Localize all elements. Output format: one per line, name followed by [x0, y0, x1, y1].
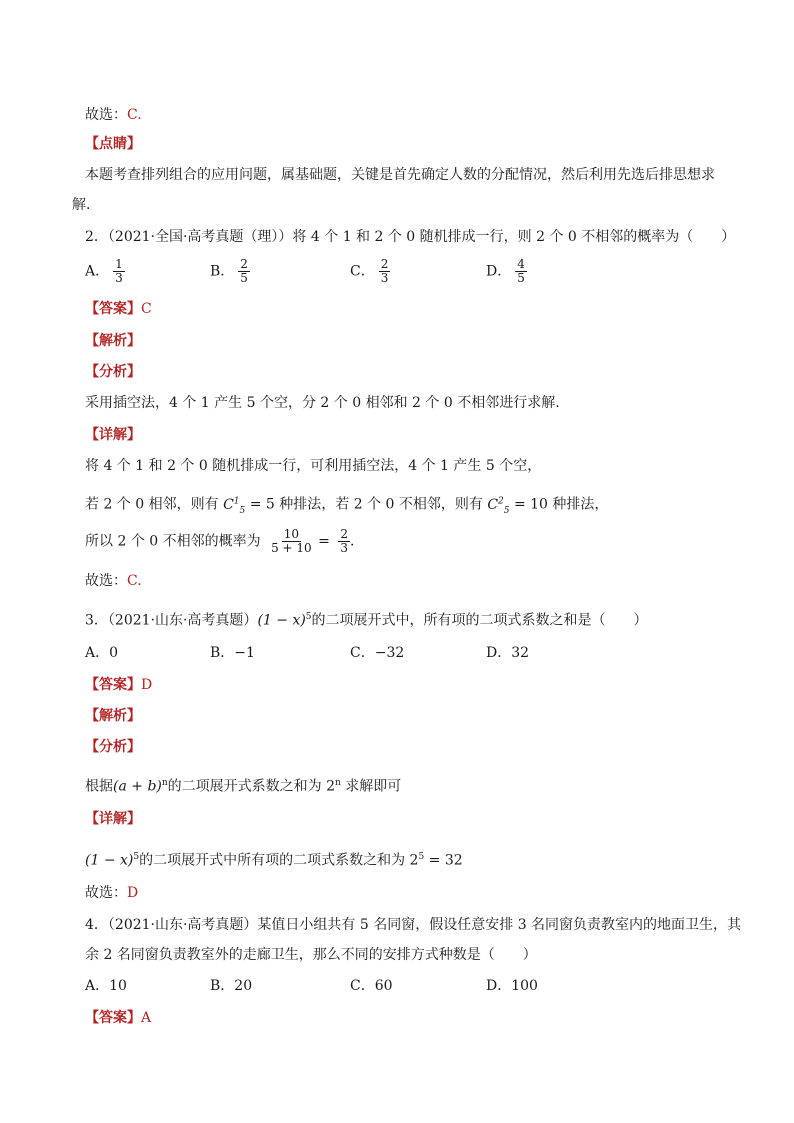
q2-heading-jiexi: 【解析】 [85, 333, 141, 349]
q3-heading-jiexi: 【解析】 [85, 708, 141, 724]
q4-stem-line-1: 4．（2021·山东·高考真题）某值日小组共有 5 名同窗，假设任意安排 3 名同窗负责教室内的地面卫生，其 [85, 917, 742, 933]
fraction: $\frac{1}{3}$ [115, 257, 123, 285]
combination-c51: $C^1_5$ [223, 496, 246, 516]
q3-final-choice: 故选：D [85, 885, 139, 901]
fraction: $\frac{2}{3}$ [340, 527, 348, 555]
fraction: $\frac{2}{5}$ [240, 257, 248, 285]
q3-stem: 3．（2021·山东·高考真题）$(1 - x)^5$的二项展开式中，所有项的二项式系数之和是（ ） [85, 612, 648, 629]
q2-option-c: C． $\frac{2}{3}$ [350, 257, 389, 285]
fraction: $\frac{2}{3}$ [380, 257, 389, 285]
q2-option-a: A． $\frac{1}{3}$ [85, 257, 123, 285]
q3-option-c: C．−32 [350, 645, 405, 661]
q3-option-d: D．32 [486, 645, 530, 661]
fraction: $\frac{10}{5 + 10}$ [271, 527, 312, 555]
q2-option-d: D． $\frac{4}{5}$ [486, 257, 525, 285]
q2-detail-2: 若 2 个 0 相邻，则有 $C^1_5 = 5$ 种排法，若 2 个 0 不相邻，则有 $C^2_5 = 10$ 种排法， [85, 496, 609, 516]
q3-option-b: B．−1 [210, 645, 255, 661]
q4-stem-line-2: 余 2 名同窗负责教室外的走廊卫生，那么不同的安排方式种数是（ ） [85, 947, 537, 963]
q2-stem: 2．（2021·全国·高考真题（理））将 4 个 1 和 2 个 0 随机排成一行，则 2 个 0 不相邻的概率为（ ） [85, 229, 736, 245]
heading-dianjing: 【点睛】 [85, 136, 141, 152]
q3-heading-xiangjie: 【详解】 [85, 811, 141, 827]
q2-option-b: B． $\frac{2}{5}$ [210, 257, 248, 285]
dianjing-text-cont: 解. [72, 197, 91, 213]
q2-heading-fenxi: 【分析】 [85, 364, 141, 380]
q2-fenxi-text: 采用插空法，4 个 1 产生 5 个空，分 2 个 0 相邻和 2 个 0 不相邻进行求解. [85, 395, 560, 411]
combination-c52: $C^2_5$ [487, 496, 510, 516]
q2-detail-1: 将 4 个 1 和 2 个 0 随机排成一行，可利用插空法，4 个 1 产生 5 个空， [85, 458, 542, 474]
q4-answer: 【答案】A [85, 1010, 152, 1026]
fraction: $\frac{4}{5}$ [517, 257, 525, 285]
q2-detail-3: 所以 2 个 0 不相邻的概率为 $\frac{10}{5 + 10}$ = $\frac{2}{3}$ . [85, 527, 355, 555]
q3-fenxi-text: 根据$(a + b)^n$的二项展开式系数之和为 2$^n$ 求解即可 [85, 778, 402, 795]
q3-option-a: A．0 [85, 645, 119, 661]
q4-option-b: B．20 [210, 978, 253, 994]
q4-option-a: A．10 [85, 978, 127, 994]
q3-detail-1: $(1 - x)^5$的二项展开式中所有项的二项式系数之和为 $2^5 = 32$ [85, 852, 463, 869]
q2-heading-xiangjie: 【详解】 [85, 427, 141, 443]
dianjing-text: 本题考查排列组合的应用问题，属基础题，关键是首先确定人数的分配情况，然后利用先选后排思想求 [85, 167, 715, 183]
q3-heading-fenxi: 【分析】 [85, 739, 141, 755]
q4-option-d: D．100 [486, 978, 538, 994]
q3-answer: 【答案】D [85, 677, 153, 693]
q4-option-c: C．60 [350, 978, 393, 994]
final-choice-q1: 故选：C. [85, 107, 142, 123]
q2-answer: 【答案】C [85, 301, 152, 317]
q2-final-choice: 故选：C. [85, 573, 142, 589]
